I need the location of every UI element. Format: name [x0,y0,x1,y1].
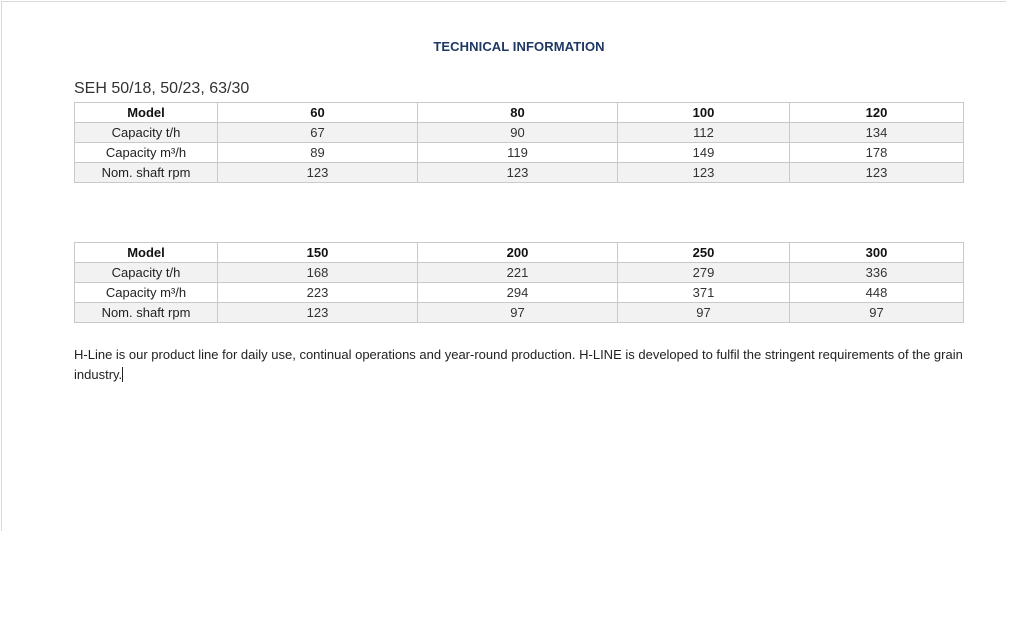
table-cell: 178 [790,143,964,163]
row-label-capacity-m3h: Capacity m³/h [75,283,218,303]
row-label-capacity-th: Capacity t/h [75,123,218,143]
table-cell: 97 [790,303,964,323]
model-cell: 120 [790,103,964,123]
table-cell: 112 [618,123,790,143]
table-cell: 134 [790,123,964,143]
row-label-capacity-th: Capacity t/h [75,263,218,283]
table-cell: 123 [218,303,418,323]
spec-table-2 [74,242,964,323]
table-cell: 168 [218,263,418,283]
table-cell: 371 [618,283,790,303]
table-row-capacity-th [75,263,964,283]
row-label-capacity-m3h: Capacity m³/h [75,143,218,163]
table-cell: 221 [418,263,618,283]
table-row-shaft-rpm [75,303,964,323]
table-cell: 97 [418,303,618,323]
row-label-model: Model [75,243,218,263]
model-cell: 100 [618,103,790,123]
table-cell: 123 [790,163,964,183]
table-cell: 123 [618,163,790,183]
table-row-capacity-m3h [75,143,964,163]
table-row-model [75,243,964,263]
table-cell: 89 [218,143,418,163]
table-row-shaft-rpm [75,163,964,183]
table-cell: 90 [418,123,618,143]
model-cell: 80 [418,103,618,123]
table-cell: 67 [218,123,418,143]
table-cell: 223 [218,283,418,303]
table-row-model [75,103,964,123]
document-page [1,1,1006,531]
row-label-model: Model [75,103,218,123]
model-cell: 60 [218,103,418,123]
description-paragraph[interactable] [74,345,964,385]
page-title: TECHNICAL INFORMATION [433,39,605,54]
model-cell: 250 [618,243,790,263]
table-cell: 279 [618,263,790,283]
table-cell: 448 [790,283,964,303]
section-heading: SEH 50/18, 50/23, 63/30 [74,80,250,97]
description-text: H-Line is our product line for daily use, continual operations and year-round production. H-LINE is developed to fulfil the stringent requirements of the grain industry. [74,347,963,382]
table-cell: 119 [418,143,618,163]
table-cell: 97 [618,303,790,323]
table-cell: 294 [418,283,618,303]
row-label-shaft-rpm: Nom. shaft rpm [75,303,218,323]
table-cell: 123 [218,163,418,183]
text-caret [122,367,123,382]
table-cell: 123 [418,163,618,183]
model-cell: 200 [418,243,618,263]
row-label-shaft-rpm: Nom. shaft rpm [75,163,218,183]
table-cell: 149 [618,143,790,163]
table-row-capacity-m3h [75,283,964,303]
table-row-capacity-th [75,123,964,143]
table-cell: 336 [790,263,964,283]
spec-table-1 [74,102,964,183]
model-cell: 150 [218,243,418,263]
model-cell: 300 [790,243,964,263]
